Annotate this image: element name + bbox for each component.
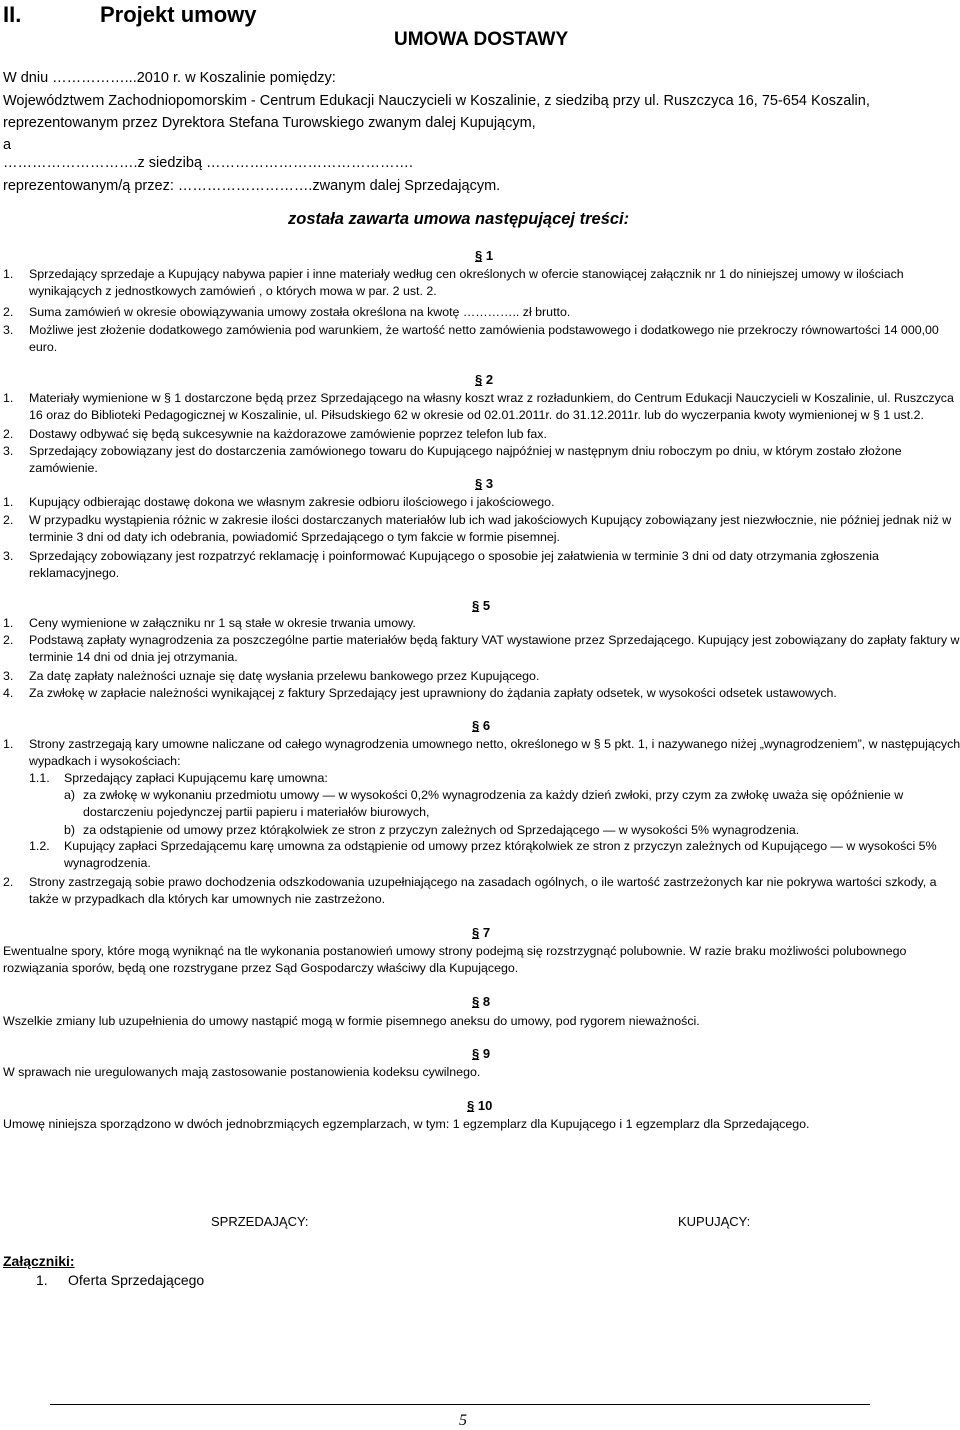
item-number: 3. xyxy=(3,323,14,337)
section-number: 6 xyxy=(482,718,491,733)
section-symbol: § xyxy=(475,248,483,263)
item-text: Sprzedający zobowiązany jest rozpatrzyć reklamację i poinformować Kupującego o sposobie jej załatwienia w terminie 3 dni od daty otrzymania zgłoszenia reklamacyjnego. xyxy=(29,549,879,580)
section-number: 8 xyxy=(482,994,491,1009)
item-text: Strony zastrzegają kary umowne naliczane od całego wynagrodzenia umownego netto, określonego w § 5 pkt. 1, i nazywanego niżej „wynagrodzeniem”, w następujących wypadkach i wysokościach: xyxy=(29,737,960,768)
item-text: Kupujący zapłaci Sprzedającemu karę umowna za odstąpienie od umowy przez którąkolwiek ze stron z przyczyn zależnych od Kupującego — w wysokości 5% wynagrodzenia. xyxy=(64,839,937,870)
item-text: Za zwłokę w zapłacie należności wynikającej z faktury Sprzedający jest uprawniony do żądania zapłaty odsetek, w wysokości odsetek ustawowych. xyxy=(29,686,837,700)
section-symbol: § xyxy=(475,476,483,491)
section-number: 7 xyxy=(482,925,491,940)
attachment-item: Oferta Sprzedającego xyxy=(68,1272,205,1288)
paragraph-text: Wszelkie zmiany lub uzupełnienia do umowy nastąpić mogą w formie pisemnego aneksu do umowy, pod rygorem nieważności. xyxy=(3,1014,700,1028)
intro-buyer-representative: reprezentowanym przez Dyrektora Stefana Turowskiego zwanym dalej Kupującym, xyxy=(3,115,536,131)
item-number: 1. xyxy=(3,616,14,630)
item-number: b) xyxy=(64,823,76,837)
section-symbol: § xyxy=(472,994,480,1009)
section-heading-8 xyxy=(472,994,490,1009)
item-text: Sprzedający sprzedaje a Kupujący nabywa papier i inne materiały według cen określonych w ofercie stanowiącej załącznik nr 1 do niniejszej umowy w ilościach wynikających z jednostkowych zamówień , o których mowa w par. 2 ust. 2. xyxy=(29,267,904,298)
item-number: 1.1. xyxy=(29,771,50,785)
section-heading-10 xyxy=(467,1098,492,1113)
section-heading-7 xyxy=(472,925,490,940)
item-text: Strony zastrzegają sobie prawo dochodzenia odszkodowania uzupełniającego na zasadach ogólnych, o ile wartość zastrzeżonych kar nie pokrywa wartości szkody, a także w przypadkach dla których kar umownych nie zastrzeżono. xyxy=(29,875,937,906)
section-number: 5 xyxy=(482,598,491,613)
intro-seller-line: ……………………….z siedzibą ……………………………………. xyxy=(3,155,414,171)
item-number: 3. xyxy=(3,444,14,458)
item-number: 4. xyxy=(3,686,14,700)
section-heading-3 xyxy=(475,476,493,491)
item-number: 1.2. xyxy=(29,839,50,853)
item-text: Za datę zapłaty należności uznaje się datę wysłania przelewu bankowego przez Kupującego. xyxy=(29,669,540,683)
item-number: 3. xyxy=(3,549,14,563)
item-number: 2. xyxy=(3,633,14,647)
section-number: 9 xyxy=(482,1046,491,1061)
item-number: 1. xyxy=(3,267,14,281)
attachments-heading: Załączniki: xyxy=(3,1253,75,1269)
paragraph-text: Umowę niniejsza sporządzono w dwóch jednobrzmiących egzemplarzach, w tym: 1 egzemplarz dla Kupującego i 1 egzemplarz dla Sprzedającego. xyxy=(3,1117,810,1131)
section-roman-numeral: II. xyxy=(3,2,22,27)
intro-buyer-line: Województwem Zachodniopomorskim - Centrum Edukacji Nauczycieli w Koszalinie, z siedzibą przy ul. Ruszczyca 16, 75-654 Koszalin, xyxy=(3,93,870,109)
item-text: Sprzedający zobowiązany jest do dostarczenia zamówionego towaru do Kupującego najpóźniej w następnym dniu roboczym po dniu, w którym zostało złożone zamówienie. xyxy=(29,444,902,475)
item-text: Materiały wymienione w § 1 dostarczone będą przez Sprzedającego na własny koszt wraz z rozładunkiem, do Centrum Edukacji Nauczycieli w Koszalinie, ul. Ruszczyca 16 oraz do Biblioteki Pedagogicznej w Koszalinie, ul. Piłsudskiego 62 w okresie od 02.01.2011r. do 31.12.2011r. lub do wyczerpania kwoty wymienionej w § 1 ust.2. xyxy=(29,391,954,422)
attachment-number: 1. xyxy=(36,1272,48,1288)
intro-seller-representative: reprezentowanym/ą przez: ……………………….zwanym dalej Sprzedającym. xyxy=(3,178,501,194)
paragraph-text: Ewentualne spory, które mogą wyniknąć na tle wykonania postanowień umowy strony podejmą się rozstrzygnąć polubownie. W razie braku możliwości polubownego rozwiązania sporów, będą one rozstrygane przez Sąd Gospodarczy właściwy dla Kupującego. xyxy=(3,944,907,975)
intro-and: a xyxy=(3,137,12,153)
item-text: Podstawą zapłaty wynagrodzenia za poszczególne partie materiałów będą faktury VAT wystawione przez Sprzedającego. Kupujący jest zobowiązany do zapłaty faktury w terminie 14 dni od dnia jej otrzymania. xyxy=(29,633,960,664)
paragraph-text: W sprawach nie uregulowanych mają zastosowanie postanowienia kodeksu cywilnego. xyxy=(3,1065,481,1079)
section-symbol: § xyxy=(467,1098,475,1113)
item-number: 2. xyxy=(3,513,14,527)
section-number: 1 xyxy=(485,248,494,263)
item-text: Suma zamówień w okresie obowiązywania umowy została określona na kwotę ………….. zł brutto. xyxy=(29,305,571,319)
item-number: 3. xyxy=(3,669,14,683)
section-heading-6 xyxy=(472,718,490,733)
section-heading-5 xyxy=(472,598,490,613)
footer-divider xyxy=(50,1404,870,1405)
section-heading-1 xyxy=(475,248,493,263)
item-number: 1. xyxy=(3,391,14,405)
concluded-heading: została zawarta umowa następującej treści: xyxy=(288,210,630,228)
section-number: 10 xyxy=(477,1098,493,1113)
item-number: 1. xyxy=(3,737,14,751)
item-text: za zwłokę w wykonaniu przedmiotu umowy — w wysokości 0,2% wynagrodzenia za każdy dzień zwłoki, przy czym za zwłokę uważa się opóźnienie w dostarczeniu pojedynczej partii papieru i materiałów biurowych, xyxy=(83,788,904,819)
section-heading-2 xyxy=(475,372,493,387)
section-symbol: § xyxy=(472,598,480,613)
item-number: 1. xyxy=(3,495,14,509)
buyer-signature-label: KUPUJĄCY: xyxy=(678,1214,751,1229)
item-text: Kupujący odbierając dostawę dokona we własnym zakresie odbioru ilościowego i jakościowego. xyxy=(29,495,555,509)
item-text: W przypadku wystąpienia różnic w zakresie ilości dostarczanych materiałów lub ich wad jakościowych Kupujący zobowiązany jest niezwłocznie, nie później jednak niż w terminie 3 dni od daty ich odebrania, powiadomić Sprzedającego o tym fakcie w formie pisemnej. xyxy=(29,513,952,544)
item-number: 2. xyxy=(3,427,14,441)
item-text: za odstąpienie od umowy przez którąkolwiek ze stron z przyczyn zależnych od Sprzedającego — w wysokości 5% wynagrodzenia. xyxy=(83,823,800,837)
section-symbol: § xyxy=(472,718,480,733)
item-text: Ceny wymienione w załączniku nr 1 są stałe w okresie trwania umowy. xyxy=(29,616,416,630)
item-text: Sprzedający zapłaci Kupującemu karę umowna: xyxy=(64,771,328,785)
item-number: 2. xyxy=(3,305,14,319)
section-symbol: § xyxy=(472,925,480,940)
section-number: 3 xyxy=(485,476,494,491)
item-number: a) xyxy=(64,788,76,802)
item-number: 2. xyxy=(3,875,14,889)
section-symbol: § xyxy=(472,1046,480,1061)
item-text: Dostawy odbywać się będą sukcesywnie na każdorazowe zamówienie poprzez telefon lub fax. xyxy=(29,427,547,441)
intro-date-line: W dniu ……………...2010 r. w Koszalinie pomiędzy: xyxy=(3,70,336,86)
document-title: UMOWA DOSTAWY xyxy=(394,29,569,50)
section-heading-9 xyxy=(472,1046,490,1061)
section-symbol: § xyxy=(475,372,483,387)
section-title: Projekt umowy xyxy=(100,2,257,27)
item-text: Możliwe jest złożenie dodatkowego zamówienia pod warunkiem, że wartość netto zamówienia podstawowego i dodatkowego nie przekroczy równowartości 14 000,00 euro. xyxy=(29,323,939,354)
section-number: 2 xyxy=(485,372,494,387)
seller-signature-label: SPRZEDAJĄCY: xyxy=(211,1214,309,1229)
page-number: 5 xyxy=(459,1412,467,1429)
